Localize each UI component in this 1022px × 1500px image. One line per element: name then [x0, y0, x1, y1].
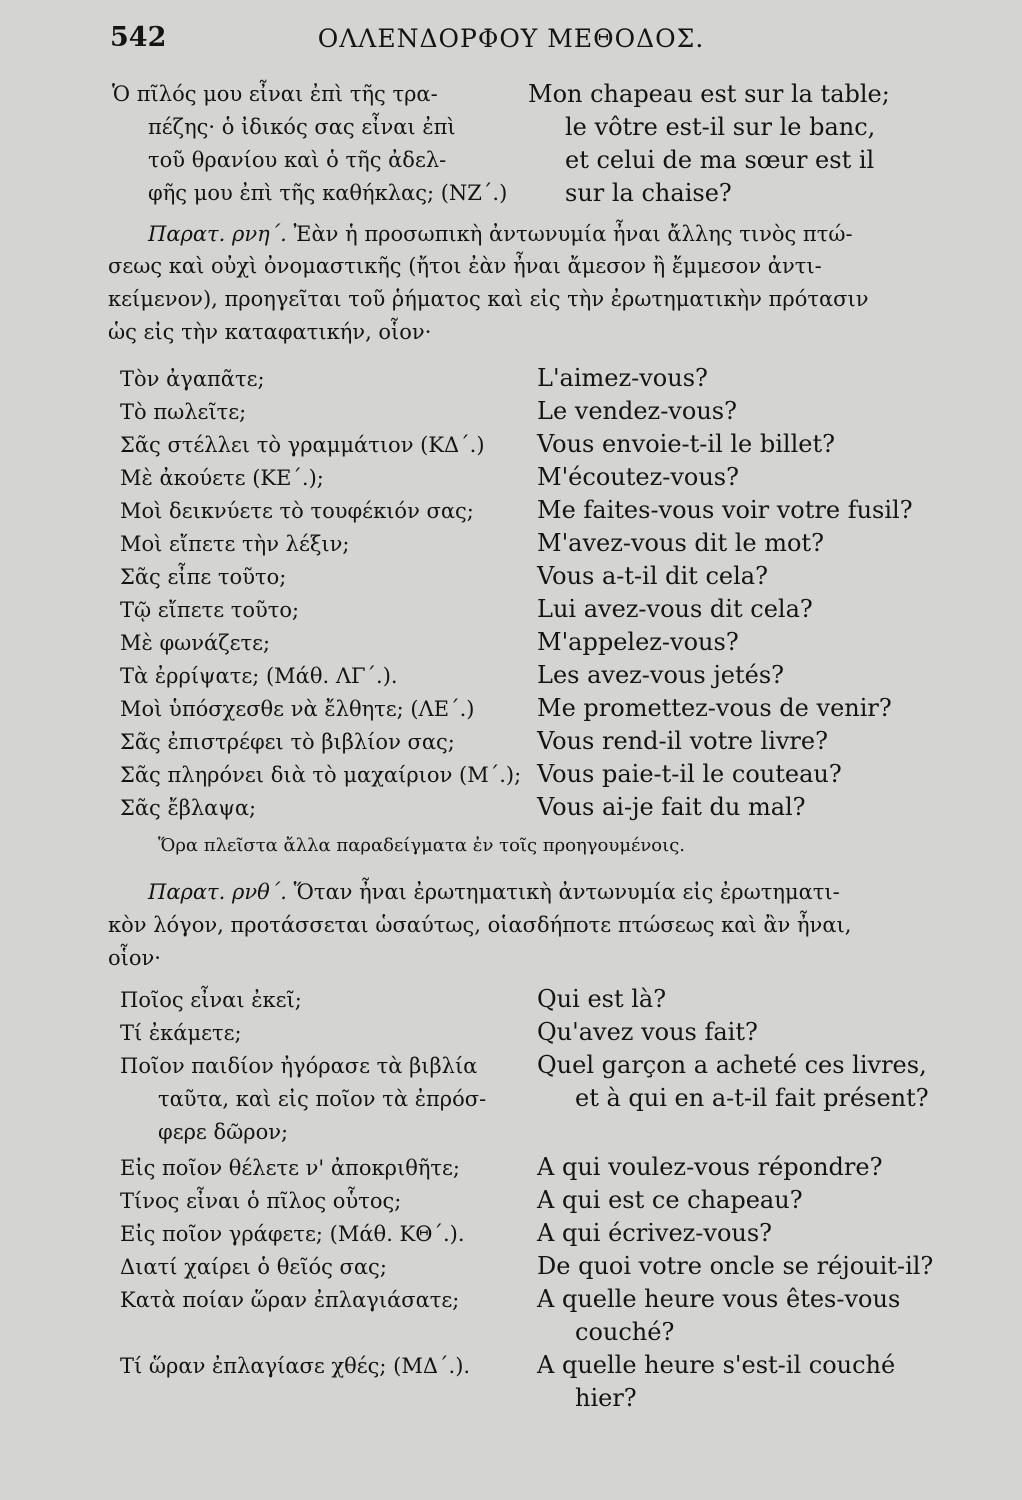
intro-greek-line: τοῦ θρανίου καὶ ὁ τῆς ἀδελ-	[148, 148, 447, 172]
note-paragraph-line: κὸν λόγον, προτάσσεται ὡσαύτως, οἱασδήποτε πτώσεως καὶ ἂν ἦναι,	[108, 913, 852, 937]
example-french: Me promettez-vous de venir?	[537, 694, 892, 722]
example-greek: Μοὶ εἴπετε τὴν λέξιν;	[120, 532, 350, 556]
intro-greek-line: φῆς μου ἐπὶ τῆς καθήκλας; (ΝΖ΄.)	[148, 181, 508, 205]
example-french: A qui voulez-vous répondre?	[537, 1153, 883, 1181]
example-greek: Τί ἐκάμετε;	[120, 1021, 242, 1045]
example-french: Lui avez-vous dit cela?	[537, 595, 813, 623]
intro-french-line: et celui de ma sœur est il	[565, 146, 875, 174]
intro-french-line: sur la chaise?	[565, 179, 732, 207]
example-french: M'appelez-vous?	[537, 628, 739, 656]
example-greek: Εἰς ποῖον γράφετε; (Μάθ. ΚΘ΄.).	[120, 1222, 465, 1246]
note-label: Παρατ. ρνη΄.	[148, 222, 287, 246]
note-paragraph-line: κείμενον), προηγεῖται τοῦ ῥήματος καὶ εἰς τὴν ἐρωτηματικὴν πρότασιν	[108, 287, 869, 311]
example-french: et à qui en a-t-il fait présent?	[575, 1084, 929, 1112]
example-greek: Τὰ ἐρρίψατε; (Μάθ. ΛΓ΄.).	[120, 664, 398, 688]
example-french: Vous ai-je fait du mal?	[537, 793, 806, 821]
note-paragraph-line	[148, 220, 853, 248]
example-french: Le vendez-vous?	[537, 397, 737, 425]
example-greek: Τὸ πωλεῖτε;	[120, 400, 247, 424]
example-greek: Κατὰ ποίαν ὥραν ἐπλαγιάσατε;	[120, 1288, 460, 1312]
example-french: L'aimez-vous?	[537, 364, 708, 392]
example-french: Vous envoie-t-il le billet?	[537, 430, 835, 458]
example-greek: Ποῖος εἶναι ἐκεῖ;	[120, 988, 302, 1012]
intro-french-line: le vôtre est-il sur le banc,	[565, 113, 876, 141]
intro-greek-line: πέζης· ὁ ἰδικός σας εἶναι ἐπὶ	[148, 115, 456, 139]
example-greek: Τὸν ἀγαπᾶτε;	[120, 367, 265, 391]
example-greek: Εἰς ποῖον θέλετε ν' ἀποκριθῆτε;	[120, 1156, 460, 1180]
example-french: Vous rend-il votre livre?	[537, 727, 828, 755]
note-label: Παρατ. ρνθ΄.	[148, 880, 287, 904]
note-paragraph-line: σεως καὶ οὐχὶ ὀνομαστικῆς (ἤτοι ἐὰν ἦναι ἄμεσον ἢ ἔμμεσον ἀντι-	[108, 254, 822, 278]
example-greek: Σᾶς εἶπε τοῦτο;	[120, 565, 287, 589]
example-greek: Μὲ ἀκούετε (ΚΕ΄.);	[120, 466, 324, 490]
example-french: hier?	[575, 1384, 637, 1412]
example-french: Vous paie-t-il le couteau?	[537, 760, 842, 788]
note-text: Ἐὰν ἡ προσωπικὴ ἀντωνυμία ἦναι ἄλλης τινὸς πτώ-	[293, 222, 853, 246]
example-greek: Σᾶς πληρόνει διὰ τὸ μαχαίριον (Μ΄.);	[120, 763, 522, 787]
example-greek: Μὲ φωνάζετε;	[120, 631, 271, 655]
example-french: De quoi votre oncle se réjouit-il?	[537, 1252, 934, 1280]
example-french: Les avez-vous jetés?	[537, 661, 784, 689]
example-french: M'écoutez-vous?	[537, 463, 739, 491]
example-greek: Ποῖον παιδίον ἠγόρασε τὰ βιβλία	[120, 1054, 478, 1078]
example-french: Qu'avez vous fait?	[537, 1018, 758, 1046]
example-greek: Σᾶς ἔβλαψα;	[120, 796, 257, 820]
example-french: Quel garçon a acheté ces livres,	[537, 1051, 927, 1079]
example-greek: Τίνος εἶναι ὁ πῖλος οὗτος;	[120, 1189, 402, 1213]
example-french: couché?	[575, 1318, 675, 1346]
note-paragraph-line: ὡς εἰς τὴν καταφατικήν, οἷον·	[108, 320, 432, 344]
example-french: A quelle heure vous êtes-vous	[537, 1285, 901, 1313]
intro-greek-line: Ὁ πῖλός μου εἶναι ἐπὶ τῆς τρα-	[112, 82, 438, 106]
see-also-note: Ὅρα πλεῖστα ἄλλα παραδείγματα ἐν τοῖς προηγουμένοις.	[158, 835, 686, 856]
example-greek: Σᾶς στέλλει τὸ γραμμάτιον (ΚΔ΄.)	[120, 433, 485, 457]
example-greek: Σᾶς ἐπιστρέφει τὸ βιβλίον σας;	[120, 730, 455, 754]
example-french: Qui est là?	[537, 985, 667, 1013]
example-greek: ταῦτα, καὶ εἰς ποῖον τὰ ἐπρόσ-	[158, 1087, 487, 1111]
intro-french-line: Mon chapeau est sur la table;	[528, 80, 890, 108]
example-greek: φερε δῶρον;	[158, 1120, 289, 1144]
example-french: Vous a-t-il dit cela?	[537, 562, 768, 590]
page-header	[0, 22, 1022, 62]
example-french: A qui écrivez-vous?	[537, 1219, 773, 1247]
example-french: M'avez-vous dit le mot?	[537, 529, 824, 557]
running-title: ΟΛΛΕΝΔΟΡΦΟΥ ΜΕΘΟΔΟΣ.	[317, 24, 705, 53]
example-greek: Τί ὥραν ἐπλαγίασε χθές; (ΜΔ΄.).	[120, 1354, 471, 1378]
example-french: Me faites-vous voir votre fusil?	[537, 496, 913, 524]
note-paragraph-line	[148, 878, 840, 906]
example-greek: Μοὶ δεικνύετε τὸ τουφέκιόν σας;	[120, 499, 474, 523]
page-number: 542	[110, 22, 167, 53]
note-text: Ὅταν ἦναι ἐρωτηματικὴ ἀντωνυμία εἰς ἐρωτηματι-	[293, 880, 840, 904]
example-greek: Διατί χαίρει ὁ θεῖός σας;	[120, 1255, 387, 1279]
note-paragraph-line: οἷον·	[108, 946, 161, 970]
example-french: A quelle heure s'est-il couché	[537, 1351, 896, 1379]
example-greek: Τῷ εἴπετε τοῦτο;	[120, 598, 300, 622]
example-french: A qui est ce chapeau?	[537, 1186, 803, 1214]
example-greek: Μοὶ ὑπόσχεσθε νὰ ἔλθητε; (ΛΕ΄.)	[120, 697, 475, 721]
